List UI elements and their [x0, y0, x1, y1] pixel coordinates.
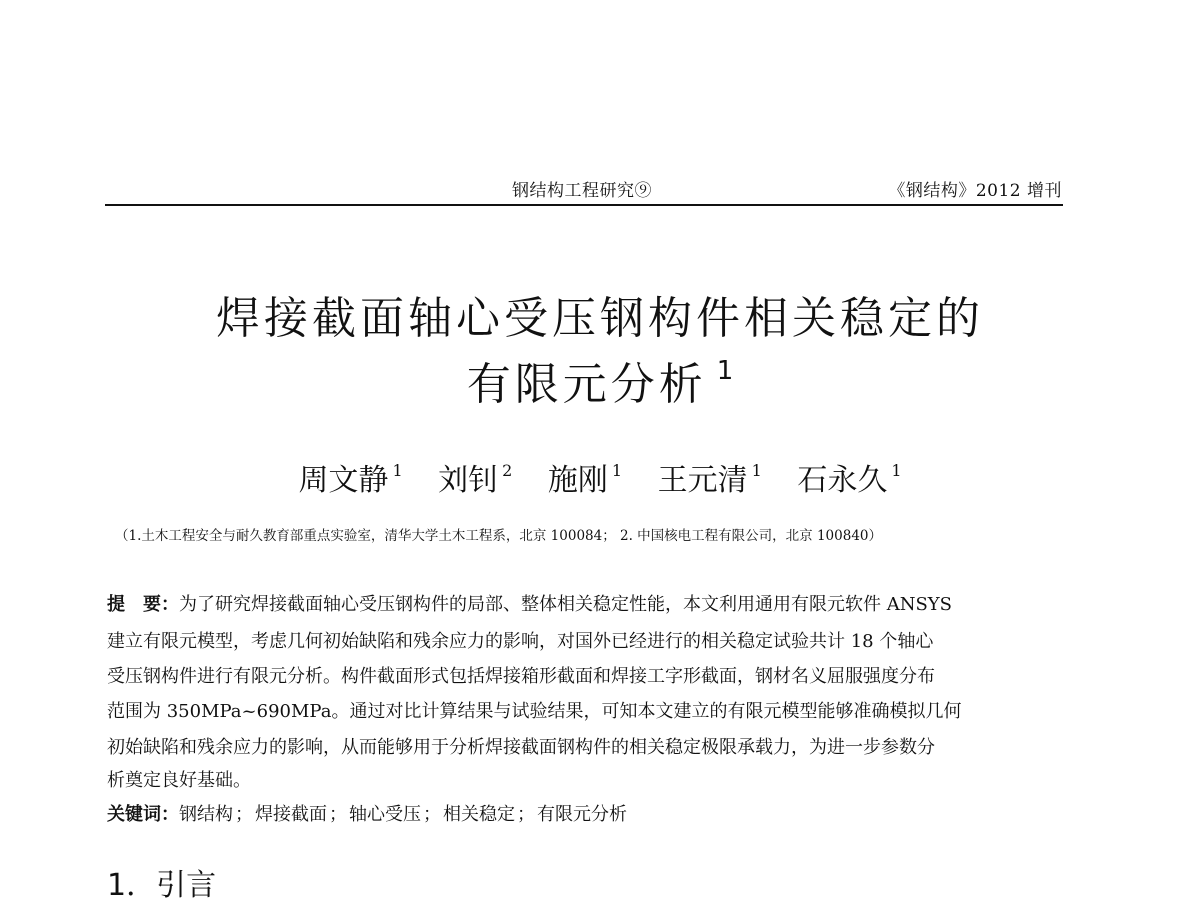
author [438, 463, 512, 498]
keyword: 钢结构 [179, 804, 233, 825]
keyword-separator: ； [329, 804, 347, 825]
section-heading: 1．引言 [107, 868, 217, 903]
keywords-line [107, 800, 627, 826]
author [548, 463, 622, 498]
abstract-line: 析奠定良好基础。 [107, 770, 251, 791]
keyword-separator: ； [235, 804, 253, 825]
abstract-label: 提 要： [107, 594, 179, 615]
author-name: 施刚 [547, 463, 608, 498]
abstract-line [107, 590, 952, 616]
author-affiliation-mark: 1 [611, 461, 623, 480]
running-header-series: 钢结构工程研究⑨ [512, 181, 652, 201]
author [797, 463, 901, 498]
keyword: 轴心受压 [349, 804, 421, 825]
abstract-line: 受压钢构件进行有限元分析。构件截面形式包括焊接箱形截面和焊接工字形截面，钢材名义屈服强度分布 [107, 666, 935, 687]
author [298, 463, 402, 498]
author-name: 刘钊 [438, 463, 499, 498]
keyword: 焊接截面 [255, 804, 327, 825]
author-affiliation-mark: 1 [891, 461, 902, 480]
keyword: 相关稳定 [443, 804, 515, 825]
affiliations: （1.土木工程安全与耐久教育部重点实验室，清华大学土木工程系，北京 100084； 2. 中国核电工程有限公司，北京 100840） [115, 528, 882, 544]
keyword-separator: ； [517, 804, 535, 825]
author-affiliation-mark: 1 [392, 461, 403, 480]
author-name: 石永久 [797, 463, 888, 498]
keywords-label: 关键词： [107, 804, 179, 825]
header-rule [105, 204, 1063, 206]
paper-title-line-2-text: 有限元分析 [466, 359, 707, 410]
running-header-journal: 《钢结构》2012 增刊 [888, 181, 1062, 201]
author-name: 周文静 [298, 463, 389, 498]
author [658, 463, 762, 498]
author-affiliation-mark: 2 [502, 461, 513, 480]
abstract-line: 范围为 350MPa~690MPa。通过对比计算结果与试验结果，可知本文建立的有限元模型能够准确模拟几何 [107, 701, 962, 722]
author-list [0, 455, 1200, 499]
author-name: 王元清 [657, 463, 748, 498]
paper-title-line-2 [0, 348, 1200, 412]
abstract-line: 建立有限元模型，考虑几何初始缺陷和残余应力的影响，对国外已经进行的相关稳定试验共计 18 个轴心 [107, 631, 934, 652]
keyword: 有限元分析 [537, 804, 627, 825]
keyword-separator: ； [423, 804, 441, 825]
abstract-line: 初始缺陷和残余应力的影响，从而能够用于分析焊接截面钢构件的相关稳定极限承载力，为进一步参数分 [107, 737, 935, 758]
author-affiliation-mark: 1 [751, 461, 762, 480]
title-footnote-mark: 1 [716, 356, 734, 386]
abstract-text: 为了研究焊接截面轴心受压钢构件的局部、整体相关稳定性能，本文利用通用有限元软件 ANSYS [179, 594, 953, 615]
paper-title-line-1: 焊接截面轴心受压钢构件相关稳定的 [216, 293, 984, 344]
